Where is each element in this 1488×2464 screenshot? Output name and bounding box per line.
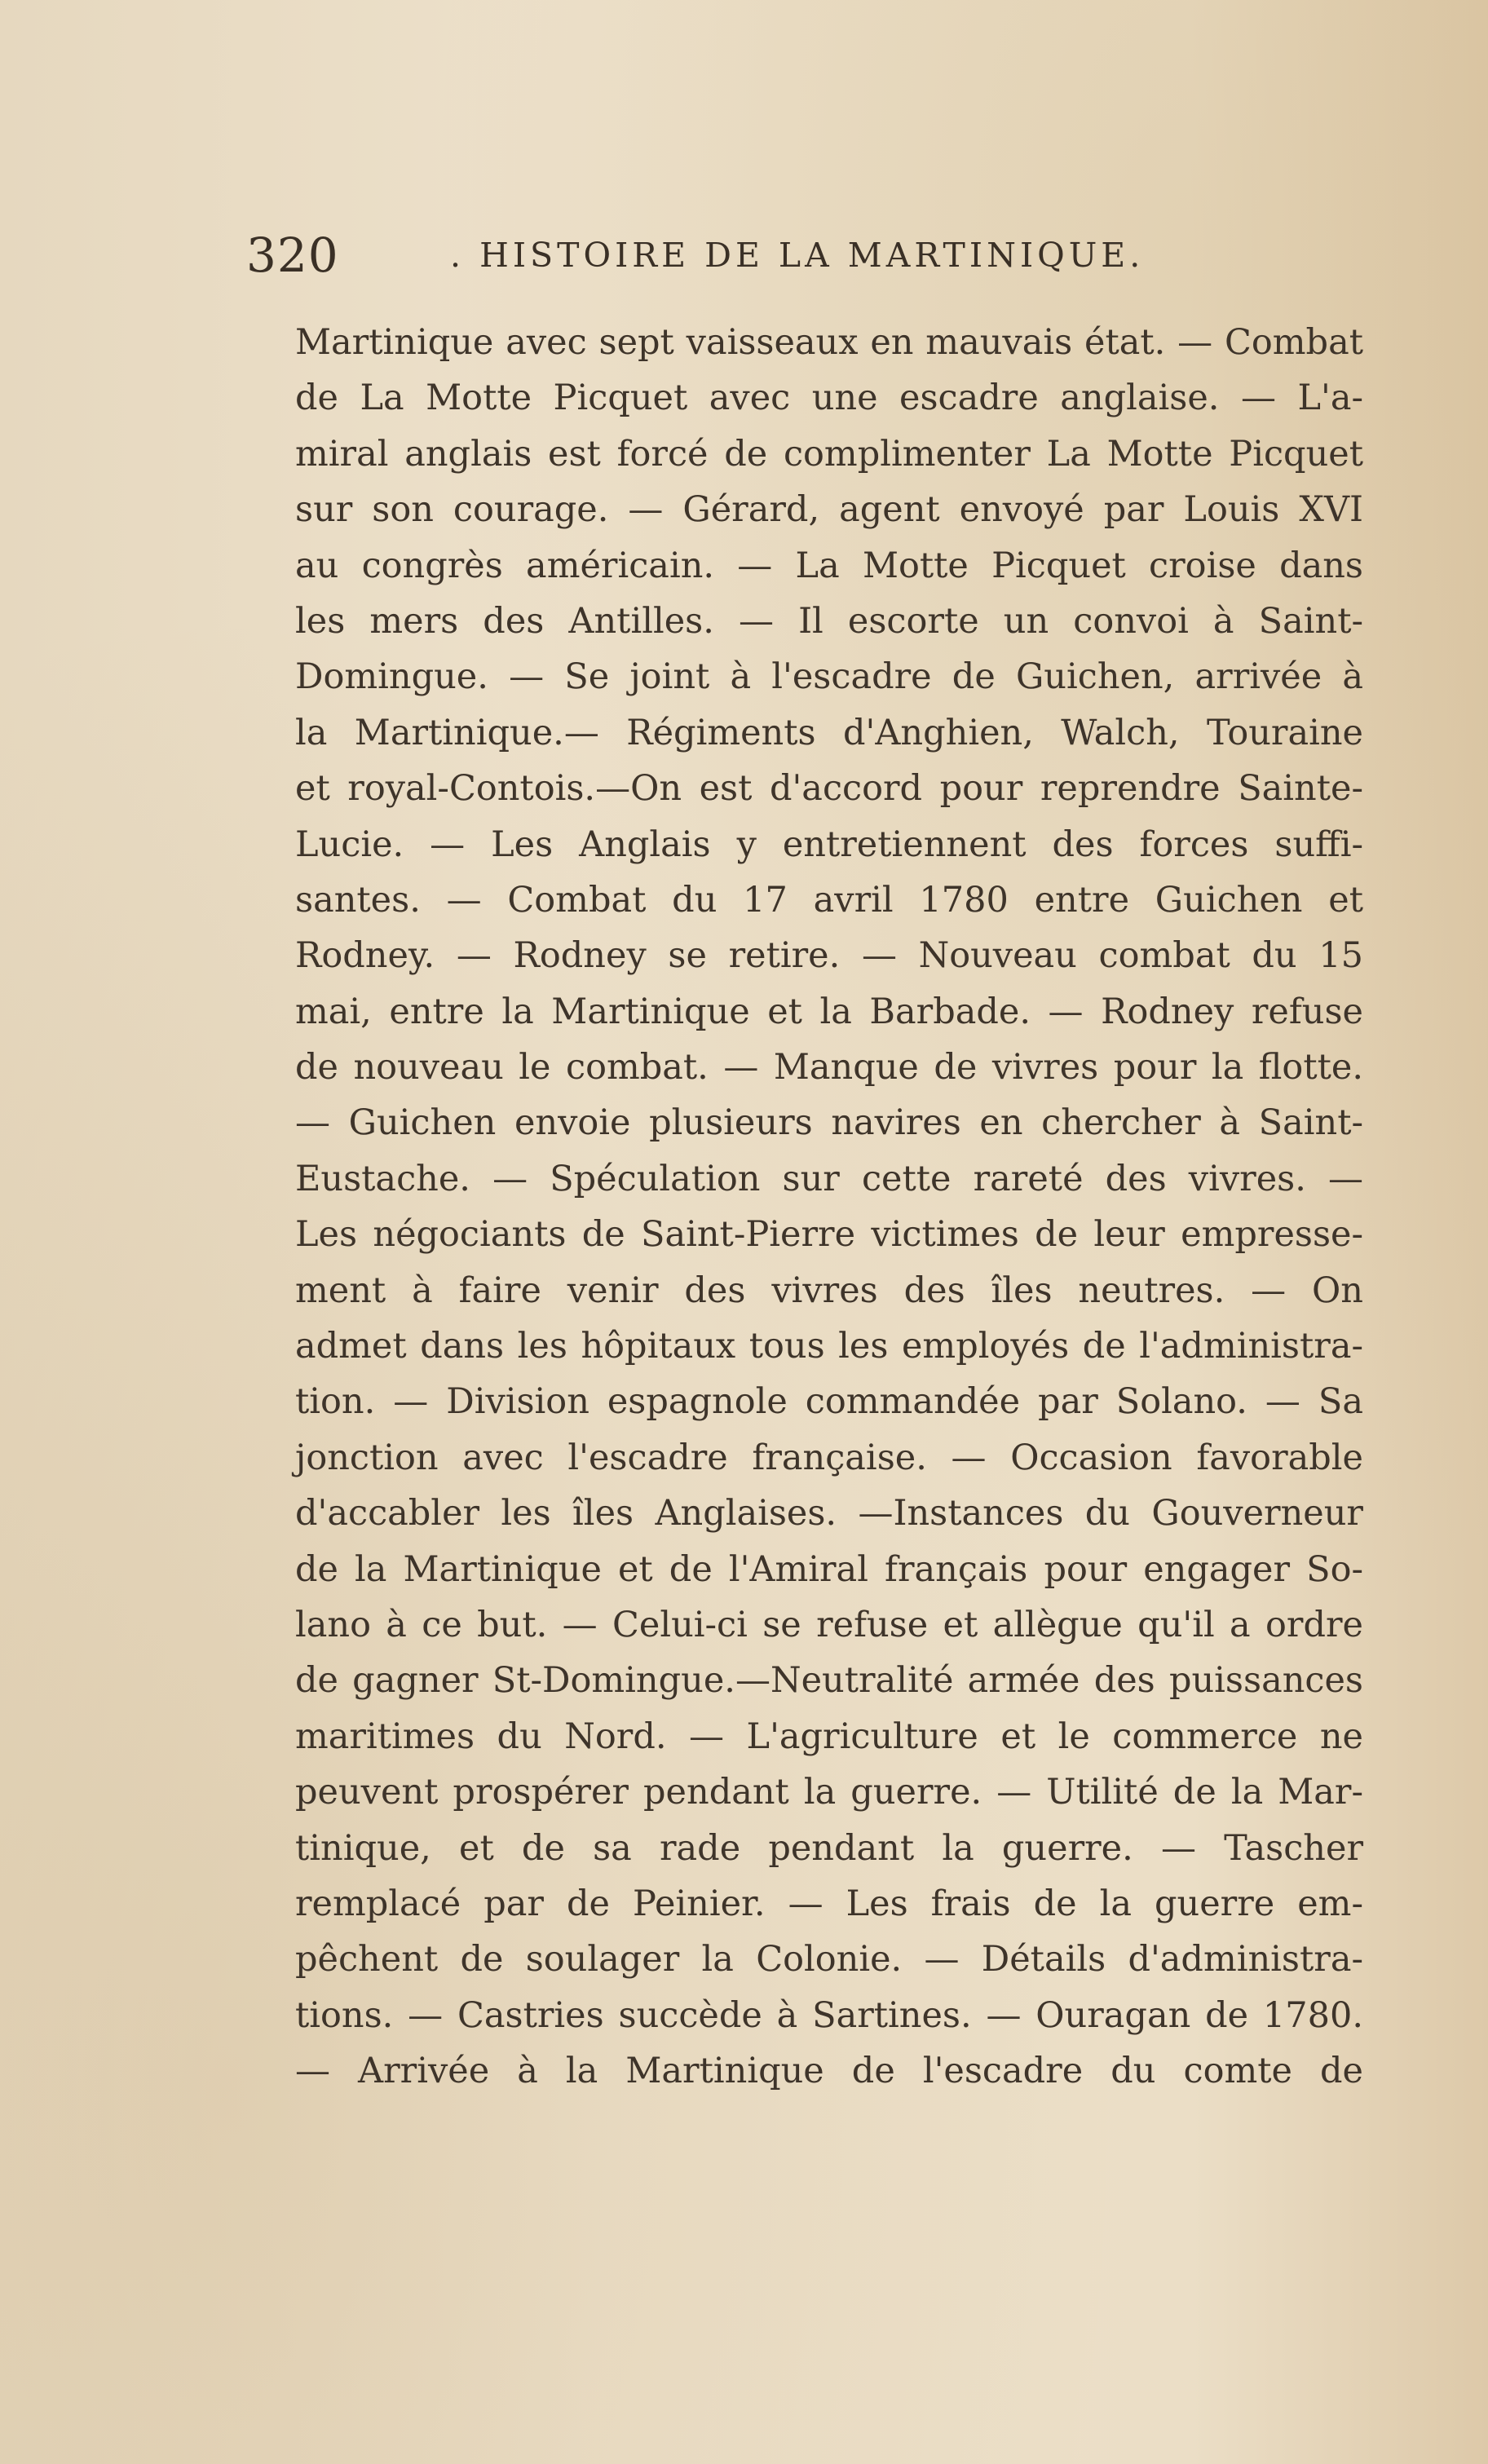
page-header [246, 219, 1371, 292]
text-line: — Guichen envoie plusieurs navires en chercher à Saint- [295, 1102, 1363, 1144]
text-line: mai, entre la Martinique et la Barbade. — Rodney refuse [295, 991, 1363, 1032]
text-line: pêchent de soulager la Colonie. — Détails d'administra- [295, 1939, 1363, 1980]
text-line: de nouveau le combat. — Manque de vivres pour la flotte. [295, 1047, 1363, 1088]
text-line: au congrès américain. — La Motte Picquet croise dans [295, 545, 1363, 586]
text-line: remplacé par de Peinier. — Les frais de la guerre em- [295, 1883, 1363, 1924]
text-line: Lucie. — Les Anglais y entretiennent des forces suffi- [295, 824, 1363, 865]
text-line: de la Martinique et de l'Amiral français pour engager So- [295, 1548, 1363, 1590]
text-line: maritimes du Nord. — L'agriculture et le commerce ne [295, 1716, 1363, 1757]
text-line: santes. — Combat du 17 avril 1780 entre Guichen et [295, 879, 1363, 921]
text-line: les mers des Antilles. — Il escorte un convoi à Saint- [295, 600, 1363, 642]
text-line: sur son courage. — Gérard, agent envoyé par Louis XVI [295, 489, 1363, 531]
text-line: la Martinique.— Régiments d'Anghien, Walch, Touraine [295, 712, 1363, 753]
text-line: Les négociants de Saint-Pierre victimes de leur empresse- [295, 1214, 1363, 1256]
text-line: Rodney. — Rodney se retire. — Nouveau combat du 15 [295, 935, 1363, 977]
page-number: 320 [246, 227, 339, 283]
text-line: ment à faire venir des vivres des îles neutres. — On [295, 1270, 1363, 1311]
text-line: tions. — Castries succède à Sartines. — Ouragan de 1780. [295, 1994, 1363, 2036]
text-line: tion. — Division espagnole commandée par Solano. — Sa [295, 1381, 1363, 1423]
text-line: Martinique avec sept vaisseaux en mauvais état. — Combat [295, 322, 1363, 363]
text-line: — Arrivée à la Martinique de l'escadre du comte de [295, 2051, 1363, 2092]
text-line: tinique, et de sa rade pendant la guerre. — Tascher [295, 1827, 1363, 1869]
text-line: jonction avec l'escadre française. — Occasion favorable [295, 1437, 1363, 1478]
text-line: Domingue. — Se joint à l'escadre de Guichen, arrivée à [295, 656, 1363, 698]
text-line: de La Motte Picquet avec une escadre anglaise. — L'a- [295, 378, 1363, 419]
text-line: Eustache. — Spéculation sur cette rareté des vivres. — [295, 1158, 1363, 1199]
text-line: d'accabler les îles Anglaises. —Instances du Gouverneur [295, 1493, 1363, 1534]
text-line: peuvent prospérer pendant la guerre. — Utilité de la Mar- [295, 1772, 1363, 1813]
text-line: lano à ce but. — Celui-ci se refuse et allègue qu'il a ordre [295, 1604, 1363, 1645]
chapter-summary [295, 315, 1363, 2100]
text-line: miral anglais est forcé de complimenter La Motte Picquet [295, 433, 1363, 475]
running-head: . HISTOIRE DE LA MARTINIQUE. [450, 236, 1145, 275]
text-line: et royal-Contois.—On est d'accord pour reprendre Sainte- [295, 768, 1363, 810]
text-line: admet dans les hôpitaux tous les employés de l'administra- [295, 1326, 1363, 1367]
text-line: de gagner St-Domingue.—Neutralité armée des puissances [295, 1660, 1363, 1702]
